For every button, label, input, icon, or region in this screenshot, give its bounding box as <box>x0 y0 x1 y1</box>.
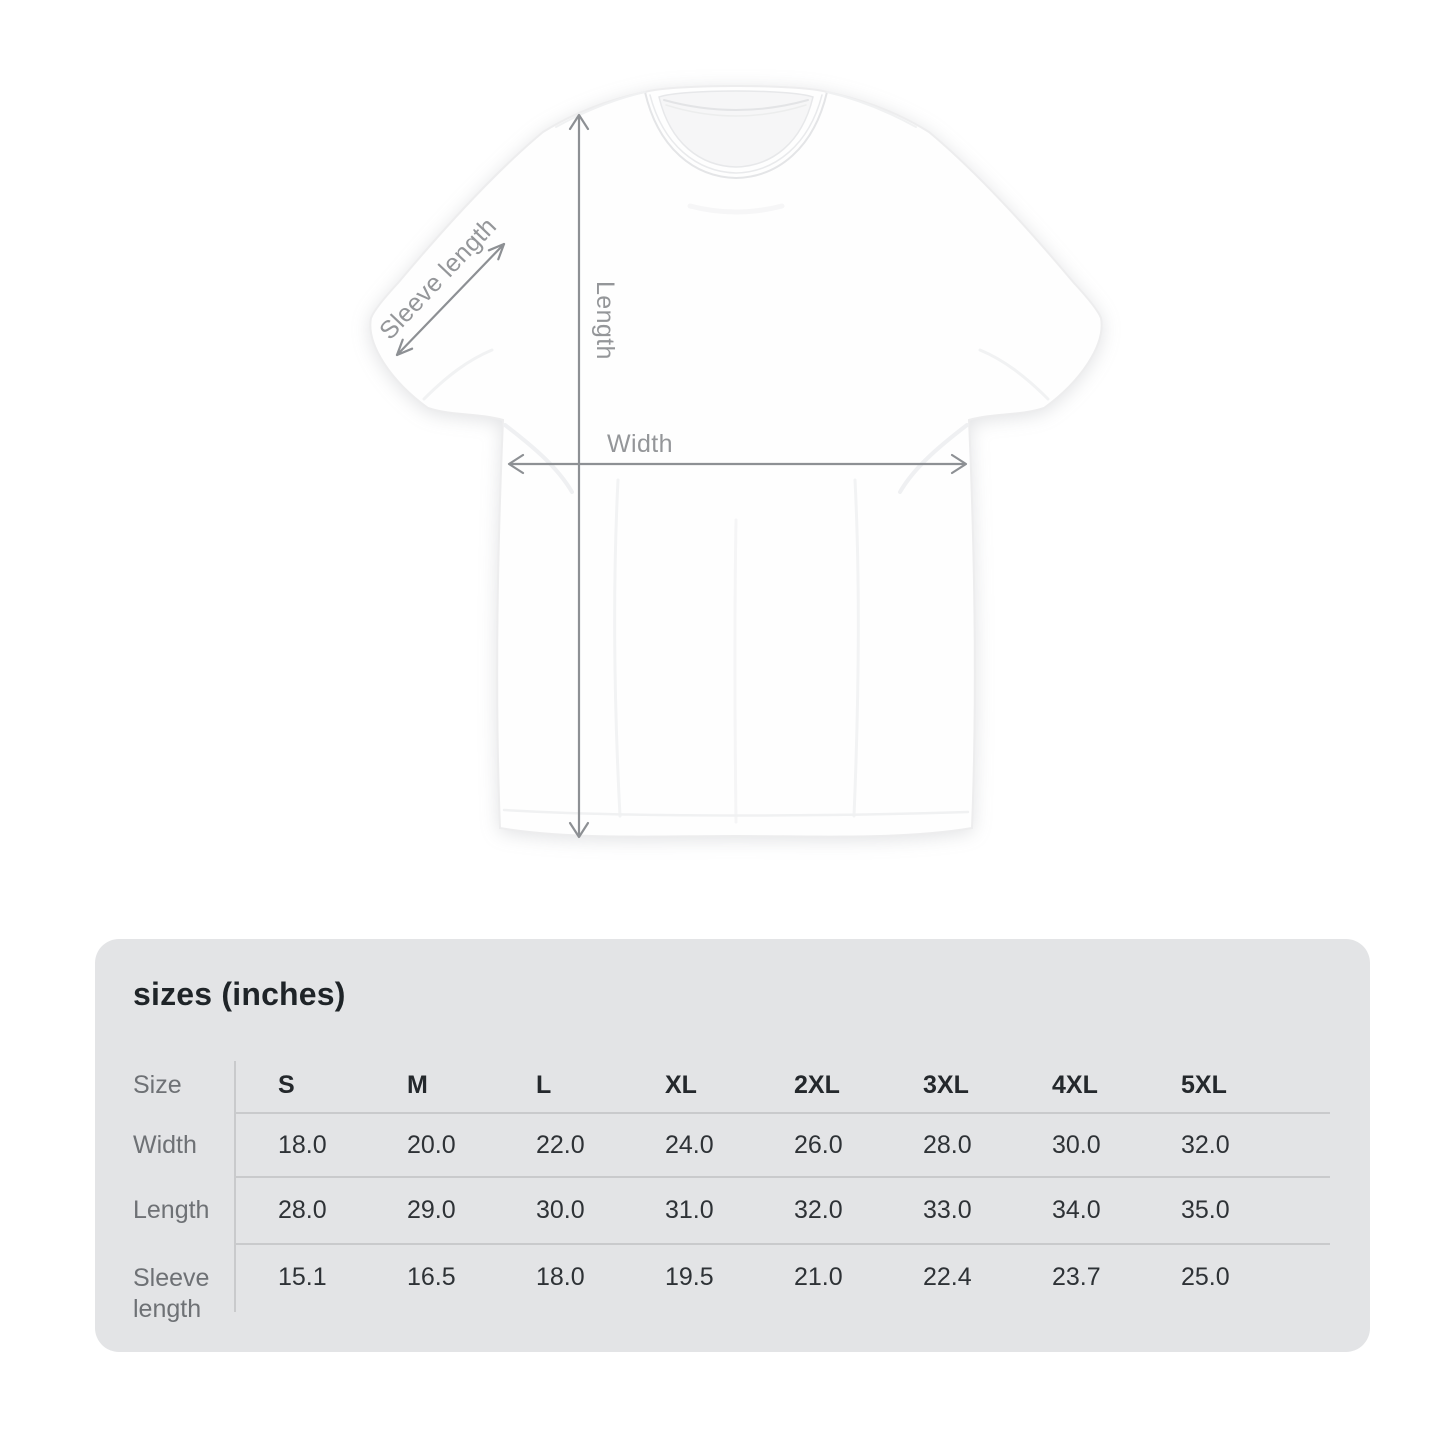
row-label: Sleeve length <box>133 1264 210 1323</box>
length-value: 29.0 <box>407 1196 456 1224</box>
sleeve-value: 22.4 <box>923 1263 972 1291</box>
sleeve-value: 21.0 <box>794 1263 843 1291</box>
size-table <box>133 1058 1330 1335</box>
corner-label: Size <box>133 1070 182 1099</box>
size-header-xl: XL <box>665 1070 697 1099</box>
size-header-4xl: 4XL <box>1052 1070 1098 1099</box>
width-value: 24.0 <box>665 1130 714 1159</box>
sleeve-length-label: Sleeve length <box>374 212 503 346</box>
length-value: 28.0 <box>278 1196 327 1224</box>
sleeve-value: 25.0 <box>1181 1263 1230 1291</box>
width-label: Width <box>607 430 673 458</box>
length-value: 30.0 <box>536 1196 585 1224</box>
length-label: Length <box>591 281 619 360</box>
length-value: 32.0 <box>794 1196 843 1224</box>
size-header-5xl: 5XL <box>1181 1070 1227 1099</box>
sleeve-value: 16.5 <box>407 1263 456 1291</box>
width-value: 22.0 <box>536 1130 585 1159</box>
length-value: 31.0 <box>665 1196 714 1224</box>
sleeve-value: 23.7 <box>1052 1263 1101 1291</box>
sleeve-value: 15.1 <box>278 1263 327 1291</box>
width-value: 26.0 <box>794 1130 843 1159</box>
length-value: 33.0 <box>923 1196 972 1224</box>
width-value: 20.0 <box>407 1130 456 1159</box>
length-value: 34.0 <box>1052 1196 1101 1224</box>
row-label: Width <box>133 1130 197 1159</box>
width-value: 18.0 <box>278 1130 327 1159</box>
row-label: Length <box>133 1196 210 1224</box>
size-header-2xl: 2XL <box>794 1070 840 1099</box>
sleeve-value: 18.0 <box>536 1263 585 1291</box>
size-header-l: L <box>536 1070 552 1099</box>
size-header-s: S <box>278 1070 295 1099</box>
table-row-width <box>133 1114 1330 1176</box>
table-row-length <box>133 1178 1330 1243</box>
length-value: 35.0 <box>1181 1196 1230 1224</box>
size-header-m: M <box>407 1070 428 1099</box>
width-value: 28.0 <box>923 1130 972 1159</box>
sleeve-value: 19.5 <box>665 1263 714 1291</box>
size-chart-title: sizes (inches) <box>133 976 346 1012</box>
table-row-sleeve-length <box>133 1245 1330 1335</box>
table-vertical-divider <box>234 1061 236 1312</box>
size-chart-panel <box>95 939 1370 1352</box>
width-value: 30.0 <box>1052 1130 1101 1159</box>
table-header-row <box>133 1058 1330 1112</box>
size-header-3xl: 3XL <box>923 1070 969 1099</box>
width-value: 32.0 <box>1181 1130 1230 1159</box>
